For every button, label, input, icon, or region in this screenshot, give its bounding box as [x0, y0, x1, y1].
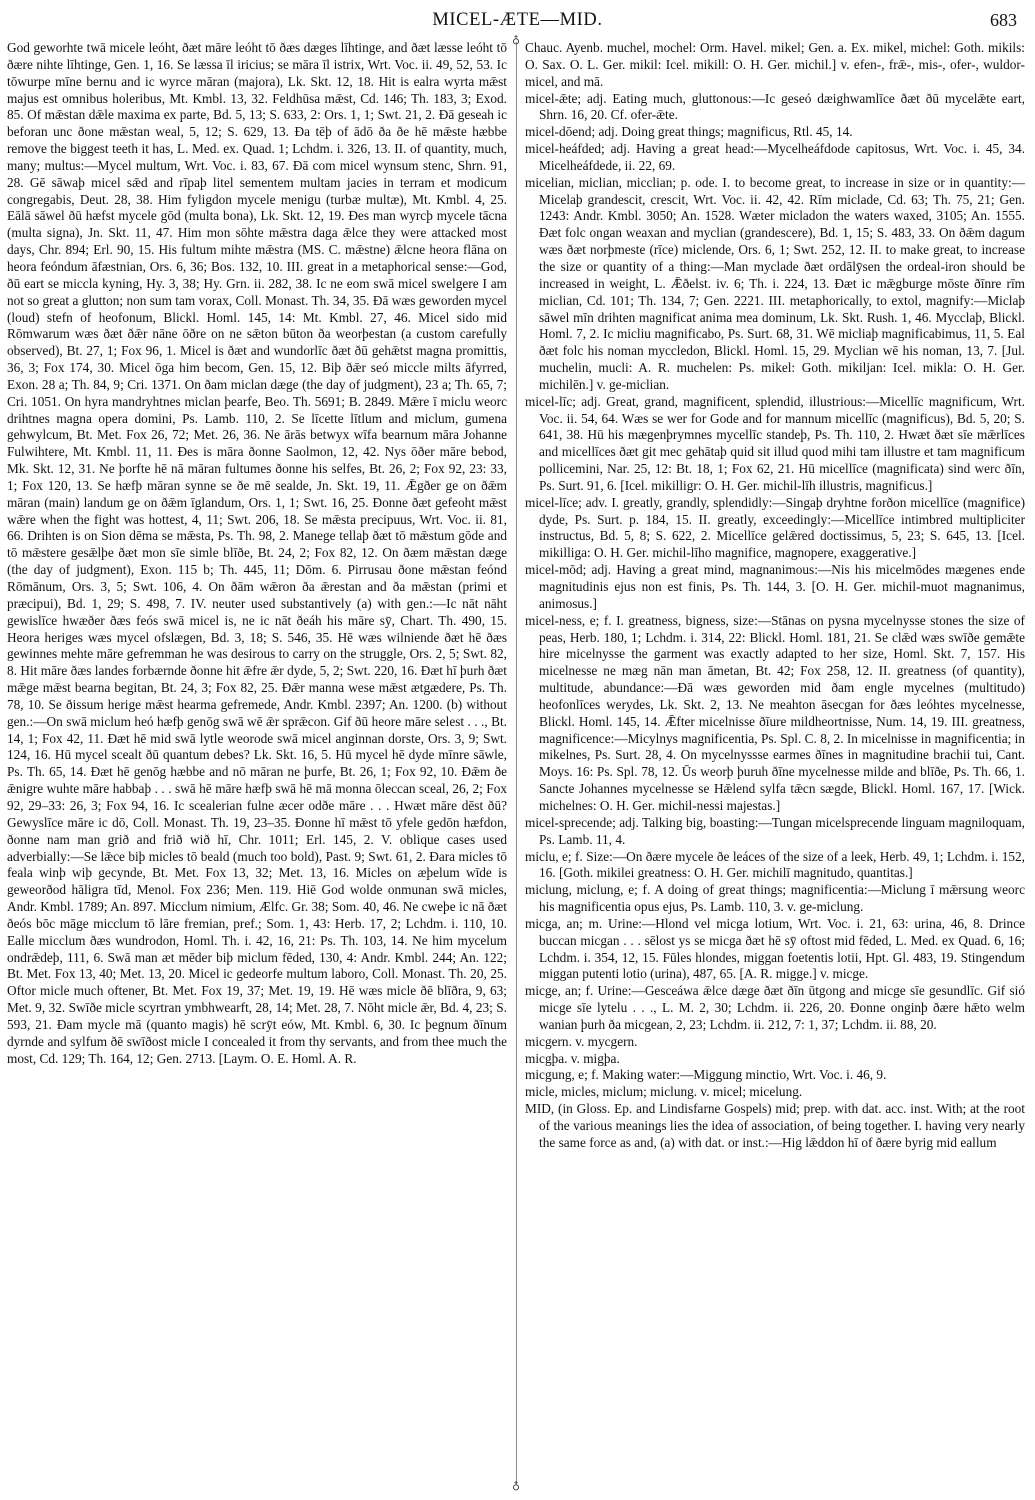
entry-micel-lice: micel-līce; adv. I. greatly, grandly, splendidly:—Singaþ dryhtne forðon micellīce (magnifice) dyde, Ps. Surt. p. 184, 15. II. greatly, exceedingly:—Micellīce intimbred multipliciter instructus, Bd. 5, 8; S. 622, 2. Micellīce gelǣred doctissimus, 5, 23; S. 645, 13. [Icel. mikilliga: O. H. Ger. michil-līho magnifice, magnopere, exaggerative.] — [525, 494, 1025, 561]
running-head: MICEL-ÆTE—MID. — [432, 10, 603, 30]
entry-micge: micge, an; f. Urine:—Gesceáwa ǣlce dæge ðæt ðīn ūtgong and micge sīe gesundlīc. Gif sió micge sīe lytelu . . ., L. M. 2, 30; Lchdm. ii. 226, 20. Ðonne onginþ ðære hǣto welm wanian þurh ða micgean, 2, 23; Lchdm. ii. 212, 7: 1, 37; Lchdm. ii. 88, 20. — [525, 983, 1025, 1032]
left-column-text: God geworhte twā micele leóht, ðæt māre leóht tō ðæs dæges līhtinge, and ðæt læsse leóht tō ðære nihte līhtinge, Gen. 1, 16. Se læssa īl iricius; se māra īl istrix, Wrt. Voc. ii. 49, 52, 53. Ic tōwurpe mīne bernu and ic wyrce māran (majora), Lk. Skt. 12, 18. Hit is ealra wyrta mǣst majus est omnibus holeribus, Mt. Kmbl. 13, 32. Feldhūsa mǣst, Cd. 146; Th. 183, 3; Exod. 85. Of mǣstan dǣle maxima ex parte, Bd. 5, 13; S. 633, 2: Ors. 1, 1; Swt. 21, 2. Ðā geseah ic beforan unc ðone mǣstan weal, 5, 12; S. 629, 13. Ða tēþ of ādō ða ðe hē mǣste hæbbe remove the biggest teeth it has, L. Med. ex. Quad. 1; Lchdm. i. 326, 13. II. of quantity, much, many; multus:—Mycel multum, Wrt. Voc. i. 83, 67. Ðā com micel wynsum stenc, Shrn. 91, 28. Gē sāwaþ micel sǣd and rīpaþ litel sementem multam jacies in terram et modicum congregabis, Deut. 28, 38. Him fyligdon mycele menigu (turbæ multæ), Mt. Kmbl. 4, 25. Eālā sāwel ðū hæfst mycele gōd (multa bona), Lk. Skt. 12, 19. Ðes man wyrcþ mycele tācna (multa signa), Jn. Skt. 11, 47. Him mon sōhte mǣstra daga ǣlce they were attacked most days, Chr. 894; Erl. 90, 15. His fultum mihte mǣstra (MS. C. mǣstne) ǣlcne heora flāna on heora feóndum āfæstnian, Ors. 6, 36; Bos. 132, 10. III. great in a metaphorical sense:—God, ðū eart se miccla kyning, Hy. 3, 38; Hy. Grn. ii. 282, 38. Ic ne eom swā micel swelgere I am not so great a glutton; non sum tam vorax, Coll. Monast. Th. 34, 35. Ðā wæs geworden mycel (loud) stefn of heofonum, Blickl. Homl. 145, 14: Mt. Kmbl. 27, 46. Micel sido mid Rōmwarum wæs ðæt ðǣr nāne ōðre on ne sǣton būton ða weorþestan (a custom carefully observed), Bt. 27, 1; Fox 96, 1. Micel is ðæt and wundorlīc ðæt ðū gehǣtst magna promittis, 36, 3; Fox 174, 30. Micel ōga him becom, Gen. 15, 12. Biþ ðǣr seó miccle milts āfyrred, Exon. 28 a; Th. 84, 9; Cri. 1371. On ðam miclan dæge (the day of judgment), 23 a; Th. 65, 7; Cri. 1051. On hyra mandryhtnes miclan þearfe, Beo. Th. 5691; B. 2849. Mǣre ī miclu weorc drihtnes magna opera domini, Ps. Lamb. 110, 2. Se līcette lītlum and miclum, gumena gehwylcum, Bt. Met. Fox 26, 72; Met. 26, 36. Ne ārās betwyx wīfa bearnum māra Johanne Fulwihtere, Mt. Kmbl. 11, 11. Ðes is māra ðonne Saolmon, 12, 42. Nys ōðer māre bebod, Mk. Skt. 12, 31. Ne þorfte hē nā māran fultumes ðonne his selfes, Bt. 26, 2; Fox 92, 23: 33, 1; Fox 120, 13. Se hæfþ māran synne se ðe mē sealde, Jn. Skt. 19, 11. Ǣgðer ge on ðǣm māran (main) landum ge on ðǣm īglandum, Ors. 1, 1; Swt. 16, 25. Ðonne ðæt gefeoht mǣst wǣre when the fight was hottest, 4, 11; Swt. 206, 18. Se mǣsta precipuus, Wrt. Voc. ii. 81, 66. Drihten is on Sion dēma se mǣsta, Ps. Th. 98, 2. Manege tellaþ ðæt tō mǣstum gōde and tō mǣstere gesǣlþe ðæt mon sīe simle blīðe, Bt. 24, 2; Fox 82, 12. On ðæm mǣstan dæge (the day of judgment), Exon. 115 b; Th. 445, 11; Dōm. 6. Pirrusau ðone mǣstan feónd Rōmānum, Ors. 3, 5; Swt. 106, 4. On ðām wǣron ða ǣrestan and ða mǣstan (primi et præcipui), Bd. 1, 29; S. 498, 7. IV. neuter used substantively (a) with gen.:—Ic nāt nāht gewislīce hwæðer ðæs feós swā micel is, ne ic nāt ðeáh his māre sȳ, Chart. Th. 490, 15. Heora heriges wæs mycel ofslægen, Bd. 3, 18; S. 546, 35. Hē wæs wilniende ðæt hē ðæs gewinnes mehte māre gefremman he was desirous to carry on the struggle, Ors. 2, 5; Swt. 82, 8. Hit māre ðæs landes forbærnde ðonne hit ǣfre ǣr dyde, 5, 2; Swt. 220, 16. Ðæt hī þurh ðæt mǣge mǣst bearna begitan, Bt. 24, 3; Fox 82, 25. Ðǣr manna wese mǣst ætgædere, Ps. Th. 78, 10. Se ðissum herige mǣst hearma gefremede, Andr. Kmbl. 2397; An. 1200. (b) without gen.:—On swā miclum heó hæfþ genōg swā wē ǣr sprǣcon. Gif ðū heore māre selest . . ., Bt. 14, 1; Fox 42, 11. Ðæt hē mid swā lytle weorode swā micel anginnan dorste, Ors. 3, 9; Swt. 124, 16. Hū mycel scealt ðū quantum debes? Lk. Skt. 16, 5. Hū mycel hē dyde mīnre sāwle, Ps. Th. 65, 14. Ðæt hē genōg hæbbe and nō māran ne þurfe, Bt. 26, 1; Fox 92, 10. Ðǣm ðe ǣnigre wuhte māre habbaþ . . . swā hē māre hæfþ swā hē mā monna ōleccan sceal, 26, 2; Fox 92, 29–33: 26, 3; Fox 94, 16. Ic scealerian fulne æcer odðe māre . . . Hwæt māre dēst ðū? Gewyslīce māre ic dō, Coll. Monast. Th. 19, 23–35. Ðonne hī mǣst tō yfele gedōn hæfdon, ðonne nam man grið and frið wið hī, Chr. 1011; Erl. 145, 2. V. oblique cases used adverbially:—Se lǣce biþ micles tō beald (much too bold), Past. 9; Swt. 61, 2. Ðara micles tō feala winþ wiþ gecynde, Bt. Met. Fox 13, 32; Met. 13, 16. Micles on æþelum wīde is geweorðod hāligra tīd, Menol. Fox 236; Men. 119. Hiē God wolde onmunan swā micles, Andr. Kmbl. 1789; An. 897. Micclum nimium, Ælfc. Gr. 38; Som. 40, 46. Ne cweþe ic nā ðæt ðeós bōc māge micclum tō lāre fremian, pref.; Som. 1, 43: Herb. 17, 2; Lchdm. i. 110, 10. Ealle micclum ðæs wundrodon, Homl. Th. i. 42, 16, 21: Ps. Th. 103, 14. Ne him mycelum ondrǣdeþ, 111, 6. Swā man æt mēder biþ miclum fēded, 130, 4: Andr. Kmbl. 244; An. 122; Bt. Met. Fox 13, 40; Met. 13, 20. Micel ic gedeorfe multum laboro, Coll. Monast. Th. 20, 25. Oftor micle much oftener, Bt. Met. Fox 19, 37; Met. 19, 19. Hē wæs micle ðē blīðra, 9, 63; Met. 9, 32. Swīðe micle scyrtran ymbhwearft, 28, 14; Met. 28, 7. Nōht micle ǣr, Bd. 4, 23; S. 593, 21. Ðam mycle mā (quanto magis) hē scrȳt eów, Mt. Kmbl. 6, 30. Ic þegnum ðīnum dyrnde and sylfum ðē swīðost micle I concealed it from thy servants, and from thee much the most, Cd. 129; Th. 164, 12; Gen. 2713. [Laym. O. E. Homl. A. R. — [7, 40, 507, 1066]
entry-micga: micga, an; m. Urine:—Hlond vel micga lotium, Wrt. Voc. i. 21, 63: urina, 46, 8. Drince buccan micgan . . . sēlost ys se micga ðæt hē sȳ oftost mid fēded, L. Med. ex Quad. 6, 16; Lchdm. i. 354, 12, 15. Fūles hlondes, miggan foetentis lotii, Hpt. Gl. 483, 19. Stingendum miggan putenti lotio (urina), 487, 65. [A. R. migge.] v. micge. — [525, 915, 1025, 982]
entry-micel-heafded: micel-heáfded; adj. Having a great head:—Mycelheáfdode capitosus, Wrt. Voc. i. 45, 34. Micelheáfdede, ii. 22, 69. — [525, 141, 1025, 173]
entry-micel-aete: micel-ǣte; adj. Eating much, gluttonous:—Ic geseó dæighwamlīce ðæt ðū mycelǣte eart, Shrn. 16, 20. Cf. ofer-ǣte. — [525, 90, 1025, 123]
entry-micgtha: micgþa. v. migþa. — [525, 1050, 620, 1066]
entry-micel-sprecende: micel-sprecende; adj. Talking big, boasting:—Tungan micelsprecende linguam magniloquam, Ps. Lamb. 11, 4. — [525, 814, 1025, 847]
entry-miclung: miclung, miclung, e; f. A doing of great things; magnificentia:—Miclung ī mǣrsung weorc his magnificentia opus ejus, Ps. Lamb. 110, 3. v. ge-miclung. — [525, 882, 1025, 915]
column-divider — [516, 42, 517, 1484]
entry-micgern: micgern. v. mycgern. — [525, 1033, 638, 1049]
entry-micel-ness: micel-ness, e; f. I. greatness, bigness, size:—Stānas on pysna mycelnysse stones the size of peas, Herb. 180, 1; Lchdm. i. 314, 22: Blickl. Homl. 181, 21. Se clǣd wæs swīðe gemǣte hire micelnysse the garment was exactly adapted to her size, Homl. Skt. 7, 157. His micelnesse ne mæg nān man āmetan, Bt. 42; Fox 258, 12. II. greatness (of quantity), multitude, abundance:—Ðā wæs geworden mid ðam engle mycelnes (multitudo) heofonlīces werydes, Lk. Skt. 2, 13. Ne meahton āsecgan for ðæs leóhtes mycelnesse, Blickl. Homl. 145, 14. Ǣfter micelnisse ðīure mildheortnisse, Num. 14, 19. III. greatness, magnificence:—Micylnys magnificentia, Ps. Spl. C. 8, 2. In micelnisse in magnificentia; in mikelnes, Ps. Surt. 28, 4. On mycelnyssse earmes ðīnes in magnitudine brachii tui, Cant. Moys. 16: Ps. Spl. 78, 12. Ūs weorþ þuruh ðīne mycelnesse milde and blīðe, Ps. Th. 66, 1. Sancte Johannes mycelnesse se Hǣlend sylfa tǣcn sægde, Blickl. Homl. 167, 17. [Wick. michelnes: O. H. Ger. michil-nessi majestas.] — [525, 612, 1025, 813]
entry-micel-mod: micel-mōd; adj. Having a great mind, magnanimous:—Nis his micelmōdes mægenes ende magnitudinis ejus non est finis, Ps. Th. 144, 3. [O. H. Ger. michil-muot magnanimus, animosus.] — [525, 562, 1025, 611]
entry-micgung: micgung, e; f. Making water:—Miggung minctio, Wrt. Voc. i. 46, 9. — [525, 1067, 887, 1083]
entry-micle: micle, micles, miclum; miclung. v. micel; micelung. — [525, 1084, 803, 1100]
entry-micel-doend: micel-dōend; adj. Doing great things; magnificus, Rtl. 45, 14. — [525, 124, 853, 140]
left-column — [7, 40, 507, 1488]
entry-micelian: micelian, miclian, micclian; p. ode. I. to become great, to increase in size or in quantity:—Micelaþ grandescit, crescit, Wrt. Voc. ii. 42, 42. Rīm miclade, Cd. 63; Th. 75, 21; Gen. 1243: Andr. Kmbl. 3050; An. 1528. Wæter micladon the waters waxed, 3105; An. 1555. Ðæt folc ongan weaxan and myclian (grandescere), Bd. 1, 15; S. 483, 33. On ðǣm dagum wæs ðæt norþmeste (rīce) miclende, Ors. 6, 1; Swt. 252, 12. II. to make great, to increase the size or quantity of a thing:—Man myclade ðæt ordālȳsen the ordeal-iron should be increased in weight, L. Ǣðelst. iv. 6; Th. i. 224, 13. Ðæt ic mǣgburge mōste ðīnre rīm miclian, Cd. 101; Th. 134, 7; Gen. 2221. III. metaphorically, to extol, magnify:—Miclaþ sāwel mīn drihten magnificat anima mea dominum, Lk. Skt. Rush. 1, 46. Mycclaþ, Blickl. Homl. 7, 2. Ic micliu magnificabo, Ps. Surt. 68, 31. Wē micliaþ magnificabimus, 11, 5. Eal ðæt folc his noman myccledon, Blickl. Homl. 15, 29. Myclian wē his noman, 13, 7. [Jul. muchelin, mucli: A. R. muchelen: Ps. mikel: Goth. mikiljan: Icel. mikla: O. H. Ger. michilēn.] v. ge-miclian. — [525, 174, 1025, 392]
entry-continuation: Chauc. Ayenb. muchel, mochel: Orm. Havel. mikel; Gen. a. Ex. mikel, michel: Goth. mikils: O. Sax. O. L. Ger. mikil: Icel. mikill: O. H. Ger. michil.] v. efen-, frǣ-, mis-, ofer-, wuldor-micel, and mā. — [525, 40, 1025, 89]
page-header — [0, 0, 1035, 38]
entry-micel-lic: micel-līc; adj. Great, grand, magnificent, splendid, illustrious:—Micellīc magnificum, Wrt. Voc. ii. 54, 64. Wæs se wer for Gode and for mannum micellīc (magnificus), Bd. 5, 20; S. 641, 38. Hū his mægenþrymnes mycellīc standeþ, Ps. Th. 110, 2. Hwæt ðæt sīe mǣrlīces and micellīces ðæt git mec gehātaþ quid sit illud quod mihi tam illustre et tam magnificum pollicemini, Nar. 25, 12: Bt. 18, 1; Fox 62, 21. Hū micellīce (magnificata) sind werc ðīn, Ps. Surt. 91, 6. [Icel. mikilligr: O. H. Ger. michil-līh illustris, magnificus.] — [525, 393, 1025, 493]
page-number: 683 — [990, 10, 1017, 30]
entry-miclu: miclu, e; f. Size:—On ðære mycele ðe leáces of the size of a leek, Herb. 49, 1; Lchdm. i. 152, 16. [Goth. mikilei greatness: O. H. Ger. michilī magnitudo, quantitas.] — [525, 848, 1025, 881]
divider-ornament-top: ♁ — [511, 34, 521, 46]
entry-mid: MID, (in Gloss. Ep. and Lindisfarne Gospels) mid; prep. with dat. acc. inst. With; at the root of the various meanings lies the idea of association, of being together. I. having very nearly the same force as and, (a) with dat. or inst.:—Hig lǣddon hī of ðære byrig mid eallum — [525, 1101, 1025, 1150]
two-column-body — [7, 34, 1025, 1492]
divider-ornament-bottom: ♁ — [511, 1480, 521, 1492]
right-column — [525, 40, 1025, 1488]
